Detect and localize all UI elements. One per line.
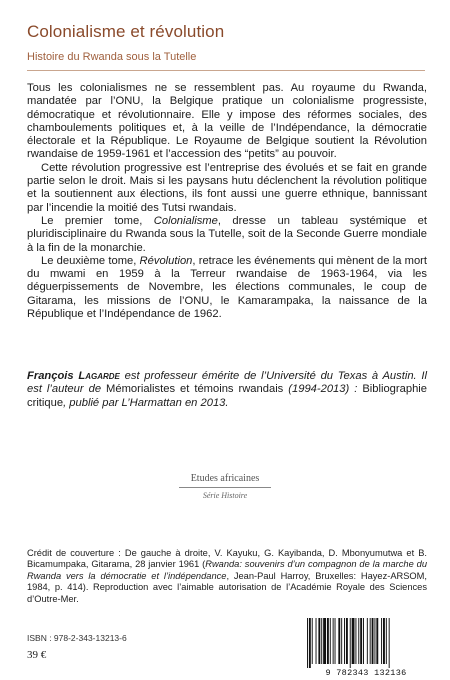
barcode-bar xyxy=(323,618,326,664)
barcode-bar xyxy=(372,618,374,664)
series-name: Etudes africaines xyxy=(190,473,260,484)
barcode-bar xyxy=(360,618,362,664)
book-subtitle: Histoire du Rwanda sous la Tutelle xyxy=(27,51,197,63)
author-years: (1994-2013) : xyxy=(283,383,363,396)
volume-one-title: Colonialisme xyxy=(153,214,218,227)
author-last-name: Lagarde xyxy=(78,370,120,382)
barcode-bar xyxy=(355,618,356,664)
author-bio-text-2: , publié par L’Harmattan en 2013. xyxy=(63,396,229,409)
barcode-bar xyxy=(341,618,342,664)
barcode-bar xyxy=(321,618,322,664)
blurb-paragraph-4 xyxy=(27,255,427,321)
barcode-bar xyxy=(370,618,371,664)
author-bio-text-1: est professeur émérite de l’Université du Texas à Austin. Il est l’auteur de xyxy=(27,370,428,396)
barcode-bar xyxy=(346,618,348,664)
barcode-bar xyxy=(344,618,345,664)
cover-credit xyxy=(27,548,427,605)
volume-two-title: Révolution xyxy=(139,254,193,267)
blurb-p4-start: Le deuxième tome, xyxy=(41,254,140,267)
barcode-bar xyxy=(376,618,378,664)
barcode-bar xyxy=(367,618,368,664)
credit-source-title: Rwanda: souvenirs d’un compagnon de la marche du Rwanda vers la démocratie et l’indépendance xyxy=(27,559,427,581)
author-first-name: François xyxy=(27,370,74,382)
title-divider xyxy=(27,70,425,71)
barcode-bar xyxy=(330,618,331,664)
barcode-bar xyxy=(318,618,320,664)
barcode xyxy=(305,618,427,670)
barcode-bar xyxy=(374,618,375,664)
barcode-bar xyxy=(350,618,351,668)
blurb-p4-end: , retrace les événements qui mènent de la mort du mwami en 1959 à la Terreur rwandaise de 1963-1964, via les déguerpissements de Novembre, les élections communales, le coup de Gitarama, les missions de l’ONU, le Kamarampaka, la naissance de la République et l’Indépendance de 1962. xyxy=(27,254,427,321)
blurb-p3-start: Le premier tome, xyxy=(41,214,154,227)
barcode-bar xyxy=(333,618,334,664)
barcode-digits: 9 782343 132136 xyxy=(325,668,407,678)
barcode-bar xyxy=(316,618,317,664)
barcode-bar xyxy=(327,618,329,664)
price: 39 € xyxy=(27,649,47,661)
barcode-bar xyxy=(383,618,385,664)
barcode-bar xyxy=(307,618,308,668)
barcode-bar xyxy=(381,618,382,664)
credit-text-2: , Jean-Paul Harroy, Bruxelles: Hayez-ARSOM, 1984, p. 414). Reproduction avec l’aimable autorisation de l’Académie Royale des Sciences d’Outre-Mer. xyxy=(27,570,427,604)
author-work-2: Bibliographie critique xyxy=(27,383,427,409)
blurb-paragraph-1: Tous les colonialismes ne se ressemblent pas. Au royaume du Rwanda, mandatée par l’ONU, la Belgique pratique un colonialisme progressiste, démocratique et révolutionnaire. Elle y impose des réformes sociales, des chamboulements politiques et, à la veille de l’Indépendance, la démocratie électorale et la République. Le Royaume de Belgique soutient la Révolution rwandaise de 1959-1961 et l’accession des “petits” au pouvoir. xyxy=(27,82,427,161)
credit-text-1: Crédit de couverture : De gauche à droite, V. Kayuku, G. Kayibanda, D. Mbonyumutwa et B. Bicamumpaka, Gitarama, 28 janvier 1961 ( xyxy=(27,548,427,570)
book-title: Colonialisme et révolution xyxy=(27,22,225,41)
barcode-bar xyxy=(363,618,364,664)
barcode-bar xyxy=(389,618,390,668)
barcode-bar xyxy=(309,618,311,668)
barcode-bar xyxy=(386,618,387,664)
blurb-paragraph-2: Cette révolution progressive est l’entreprise des évolués et se fait en grande partie selon le droit. Mais si les paysans hutu déclenchent la révolution politique et la soutiennent aux élections, ils font aussi une guerre ethnique, bannissant par l’incendie la moitié des Tutsi rwandais. xyxy=(27,161,427,214)
barcode-bar xyxy=(352,618,355,664)
blurb-paragraph-3 xyxy=(27,215,427,255)
barcode-bars xyxy=(305,618,427,668)
blurb-p3-end: , dresse un tableau systémique et pluridisciplinaire du Rwanda sous la Tutelle, soit de la Seconde Guerre mondiale à la fin de la monarchie. xyxy=(27,214,427,254)
blurb xyxy=(27,82,427,321)
barcode-bar xyxy=(312,618,313,664)
series-label xyxy=(173,473,277,500)
barcode-bar xyxy=(338,618,340,664)
author-work-1: Mémorialistes et témoins rwandais xyxy=(106,383,284,396)
author-bio xyxy=(27,370,427,410)
series-subname: Série Histoire xyxy=(202,491,248,500)
barcode-bar xyxy=(335,618,336,664)
barcode-bar xyxy=(358,618,359,664)
isbn: ISBN : 978-2-343-13213-6 xyxy=(27,633,127,643)
